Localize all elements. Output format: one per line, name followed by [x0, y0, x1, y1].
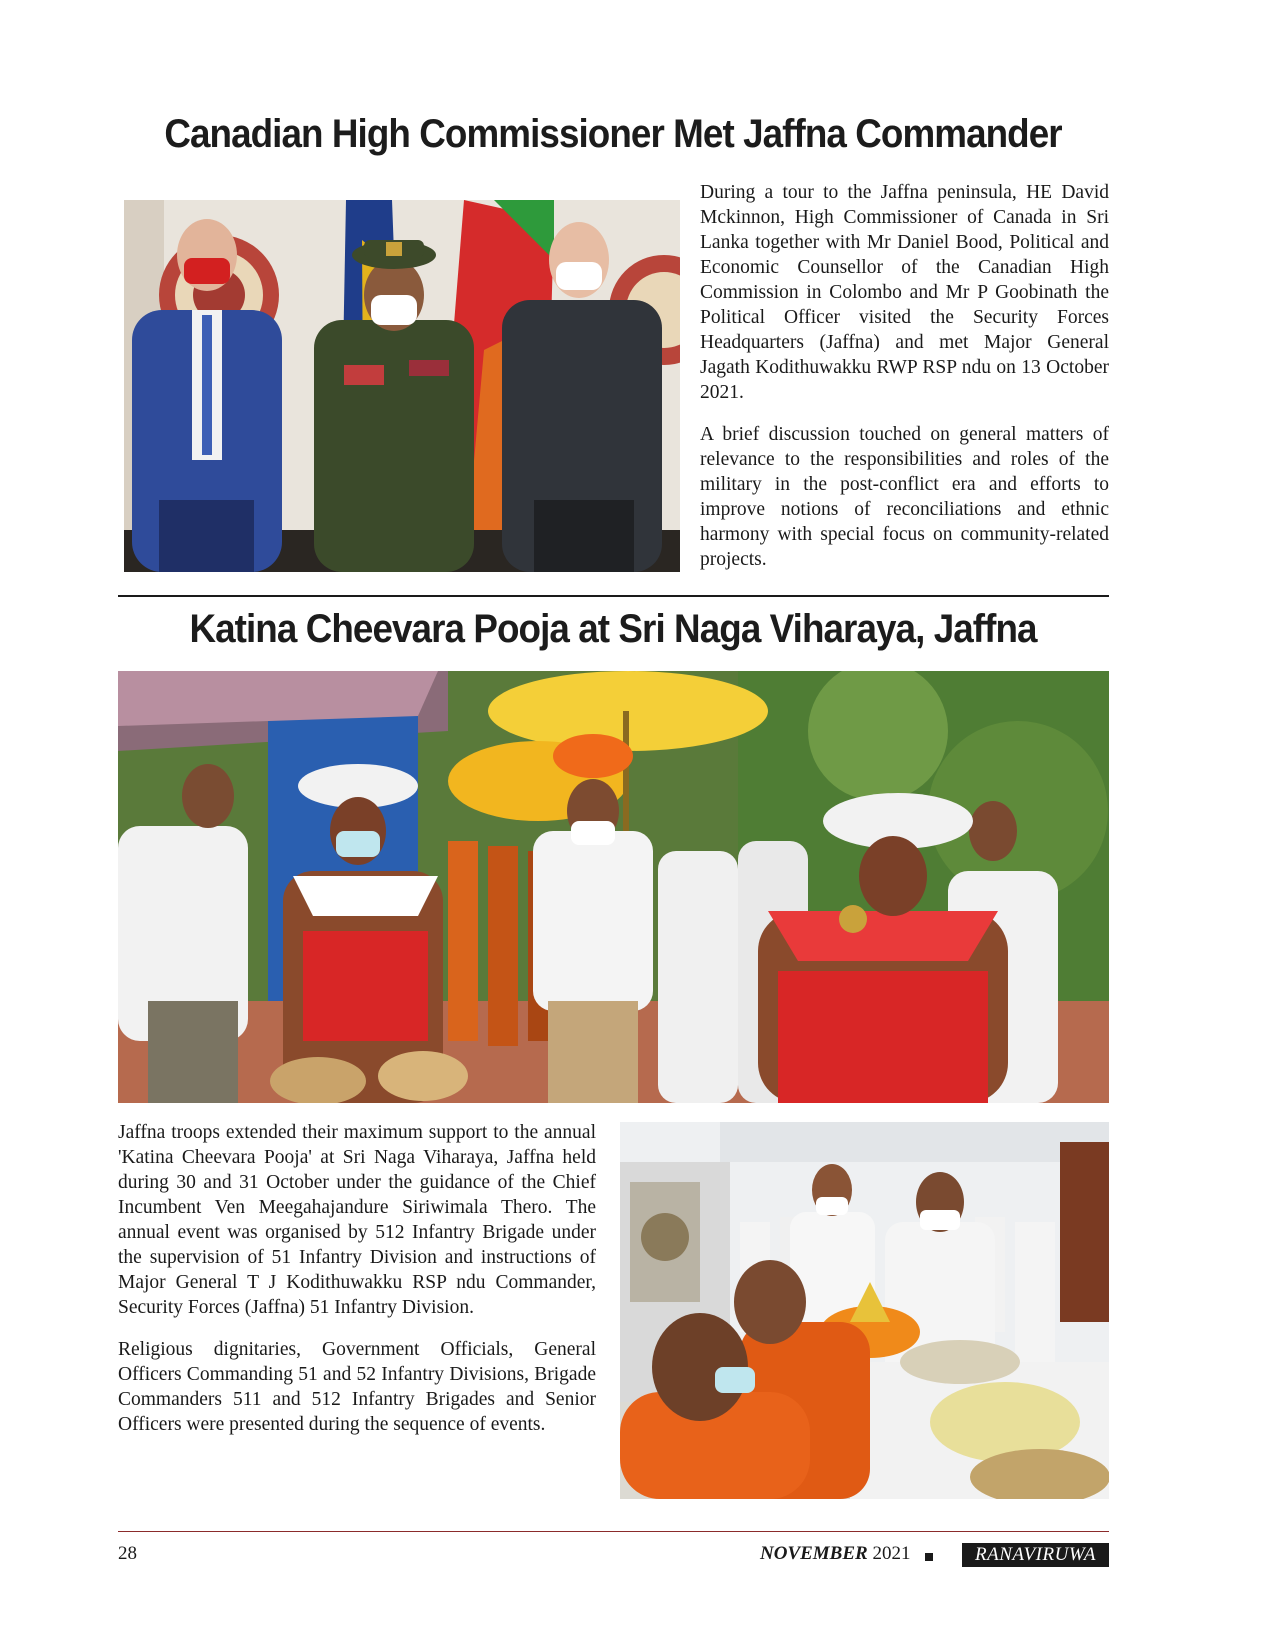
issue-year: 2021	[872, 1543, 911, 1564]
footer-rule	[118, 1531, 1109, 1532]
high-commissioner-meeting-image	[124, 200, 680, 572]
article2-title: Katina Cheevara Pooja at Sri Naga Viharaya, Jaffna	[189, 607, 1037, 651]
separator-square-icon	[925, 1553, 933, 1561]
article2-body	[118, 1120, 596, 1454]
article1-paragraph: During a tour to the Jaffna peninsula, HE David Mckinnon, High Commissioner of Canada in Sri Lanka together with Mr Daniel Bood, Political and Economic Counsellor of the Canadian High Commission in Colombo and Mr P Goobinath the Political Officer visited the Security Forces Headquarters (Jaffna) and met Major General Jagath Kodithuwakku RWP RSP ndu on 13 October 2021.	[700, 182, 1109, 403]
publication-name: RANAVIRUWA	[962, 1543, 1109, 1567]
robe-offering-image	[620, 1122, 1109, 1499]
article2-paragraph: Religious dignitaries, Government Officials, General Officers Commanding 51 and 52 Infantry Divisions, Brigade Commanders 511 and 512 Infantry Brigades and Senior Officers were presented during the sequence of events.	[118, 1339, 596, 1435]
article-divider	[118, 595, 1109, 597]
article1-photo	[124, 200, 680, 572]
page-number: 28	[118, 1543, 137, 1564]
article2-paragraph: Jaffna troops extended their maximum support to the annual 'Katina Cheevara Pooja' at Sri Naga Viharaya, Jaffna held during 30 and 31 October under the guidance of the Chief Incumbent Ven Meegahajandure Siriwimala Thero. The annual event was organised by 512 Infantry Brigade under the supervision of 51 Infantry Division and instructions of Major General T J Kodithuwakku RSP ndu Commander, Security Forces (Jaffna) 51 Infantry Division.	[118, 1122, 596, 1318]
issue-month: NOVEMBER	[760, 1543, 868, 1564]
pooja-procession-image	[118, 671, 1109, 1103]
article1-body	[700, 180, 1109, 589]
issue-date	[760, 1543, 910, 1565]
article1-title: Canadian High Commissioner Met Jaffna Commander	[164, 112, 1062, 156]
article2-photo-offering	[620, 1122, 1109, 1499]
article2-photo-procession	[118, 671, 1109, 1103]
article1-paragraph: A brief discussion touched on general matters of relevance to the responsibilities and roles of the military in the post-conflict era and efforts to improve notions of reconciliations and ethnic harmony with special focus on community-related projects.	[700, 424, 1109, 570]
